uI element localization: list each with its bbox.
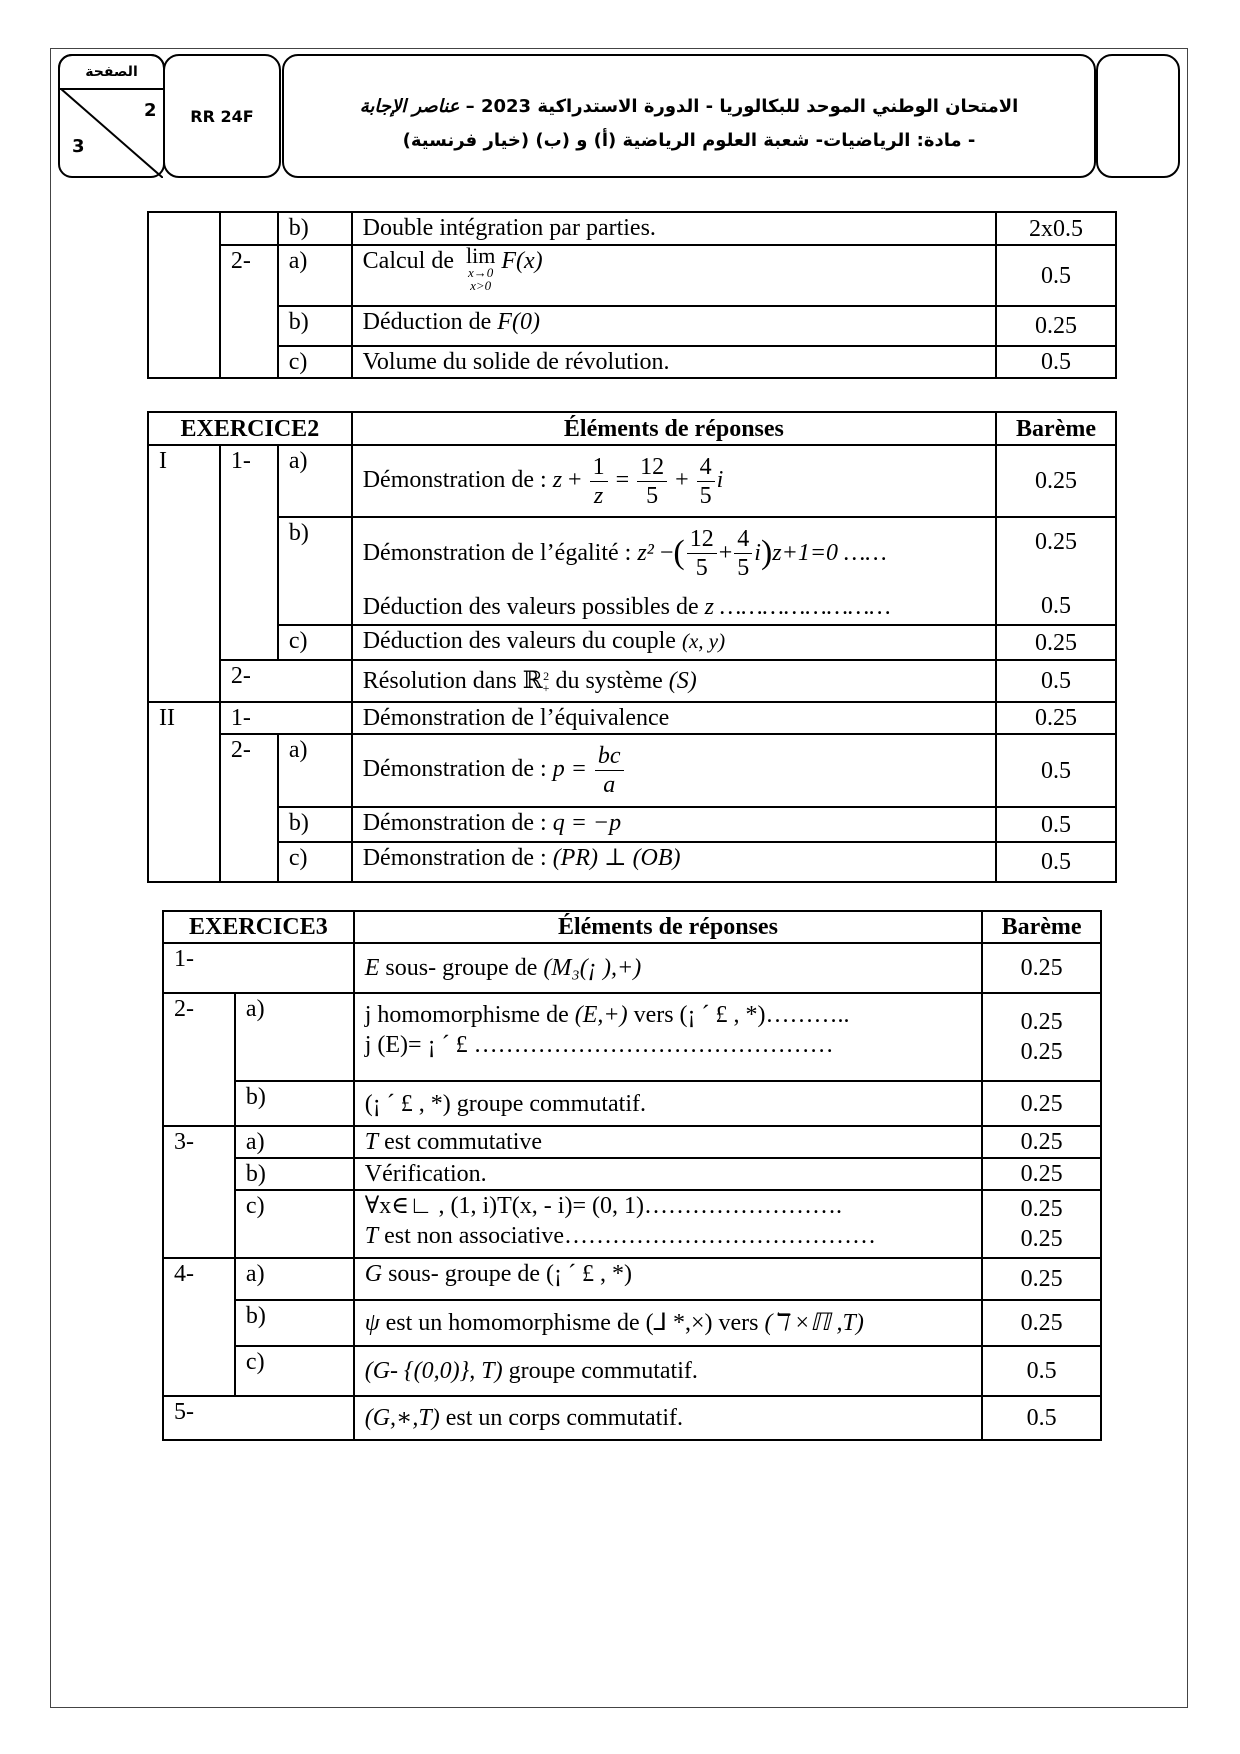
frac-num: 4	[697, 453, 715, 482]
element-text: Démonstration de :	[362, 810, 547, 836]
score-cell: 0.5	[996, 734, 1116, 807]
score-cell: 0.5	[982, 1346, 1101, 1396]
sub-cell: b)	[278, 517, 352, 625]
math-t: T	[364, 1223, 379, 1249]
element-cell	[354, 1396, 982, 1440]
element-cell: Double intégration par parties.	[352, 212, 996, 245]
counterexample-line: ∀x∈∟ , (1, i)T(x, - i)= (0, 1)…………………….	[364, 1193, 842, 1219]
table-row	[163, 993, 1101, 1081]
element-cell	[354, 1081, 982, 1126]
math-expr: F(0)	[497, 309, 540, 335]
paren: )	[760, 534, 773, 571]
table-header-row	[148, 412, 1116, 445]
element-text: Déduction de	[362, 309, 492, 335]
num-cell	[220, 212, 278, 245]
table-row	[163, 1258, 1101, 1300]
table-row	[163, 1126, 1101, 1158]
math-op: +	[675, 466, 689, 493]
num-cell: 5-	[163, 1396, 354, 1440]
sub-cell: b)	[235, 1300, 354, 1346]
math-psi: ψ	[364, 1310, 380, 1336]
element-cell	[352, 734, 996, 807]
math-phi: j	[364, 1002, 372, 1028]
paren: (	[673, 534, 685, 571]
math-expr: (G,∗,T)	[364, 1405, 440, 1431]
table-row	[163, 1396, 1101, 1440]
exam-code: RR 24F	[190, 106, 254, 126]
table-row	[163, 943, 1101, 993]
sub-cell: a)	[278, 445, 352, 517]
num-cell: 1-	[220, 702, 352, 734]
score-cell: 0.5	[996, 346, 1116, 378]
score-cell: 0.25	[982, 1081, 1101, 1126]
score-value: 0.5	[1041, 593, 1072, 619]
element-cell	[354, 1300, 982, 1346]
element-cell: Démonstration de l’équivalence	[352, 702, 996, 734]
table-row	[148, 445, 1116, 517]
element-cell	[354, 943, 982, 993]
math-i: i	[716, 466, 724, 493]
element-text: est un corps commutatif.	[445, 1405, 683, 1431]
element-cell	[352, 807, 996, 842]
element-cell	[354, 1126, 982, 1158]
element-text: Déduction des valeurs possibles de	[362, 594, 699, 620]
element-cell	[354, 993, 982, 1081]
sub-cell: a)	[235, 1258, 354, 1300]
frac-den: z	[593, 482, 604, 509]
num-cell: 2-	[163, 993, 235, 1126]
num-cell: 2-	[220, 660, 352, 702]
num-cell: 2-	[220, 245, 278, 378]
table-row	[148, 306, 1116, 346]
frac-num: 4	[734, 525, 752, 554]
math-expr: (x, y)	[681, 629, 726, 653]
element-text: vers	[718, 1310, 759, 1336]
part-cell	[148, 212, 220, 378]
table-row	[163, 1158, 1101, 1190]
sub-cell: b)	[278, 212, 352, 245]
math-expr: (ℸ ×ℿ ,T)	[764, 1310, 864, 1336]
element-text: du système	[555, 668, 663, 694]
score-value: 0.25	[1020, 1196, 1063, 1222]
table-row	[148, 346, 1116, 378]
frac-den: 5	[737, 554, 750, 581]
table-row	[163, 1081, 1101, 1126]
header-exercise: EXERCICE3	[163, 911, 354, 943]
score-cell	[996, 517, 1116, 625]
sub-cell: a)	[278, 245, 352, 306]
math-expr: q = −p	[552, 810, 622, 836]
math-expr: (PR) ⊥ (OB)	[552, 845, 681, 871]
score-value: 0.25	[1020, 1039, 1063, 1065]
element-cell	[352, 842, 996, 882]
fraction	[595, 742, 624, 799]
element-text: sous- groupe de	[385, 955, 538, 981]
math-e: E	[364, 955, 380, 981]
frac-num: 12	[687, 525, 717, 554]
sub-cell: c)	[278, 346, 352, 378]
element-cell	[352, 245, 996, 306]
table-row	[148, 734, 1116, 807]
score-cell: 0.5	[996, 807, 1116, 842]
fraction	[637, 453, 667, 510]
header-score: Barème	[982, 911, 1101, 943]
element-text: Déduction des valeurs du couple	[362, 628, 676, 654]
score-cell: 2x0.5	[996, 212, 1116, 245]
math-op: +	[568, 466, 582, 493]
score-cell: 0.25	[996, 445, 1116, 517]
sub-cell: b)	[278, 807, 352, 842]
element-text: vers	[633, 1002, 674, 1028]
frac-den: 5	[699, 482, 712, 509]
table-row	[148, 212, 1116, 245]
equality-line: Démonstration de l’égalité : z² − ( $\frac{12}{5}$ + $\frac{4}{5}$ i ) z+1=0 ……	[362, 525, 887, 581]
sub-cell: c)	[235, 1346, 354, 1396]
score-cell: 0.25	[982, 1126, 1101, 1158]
fraction	[687, 525, 717, 582]
page-number-box	[58, 54, 165, 178]
math-tail: z ……………………	[704, 594, 891, 620]
table-row	[148, 245, 1116, 306]
element-text: Résolution dans	[362, 668, 517, 694]
lim-text: lim	[465, 243, 496, 268]
math-op: +	[718, 540, 733, 566]
math-op: =	[615, 466, 630, 493]
title-highlight: عناصر الإجابة	[359, 96, 460, 117]
table-row	[163, 1190, 1101, 1258]
element-text: Calcul de	[362, 248, 454, 274]
element-text: est un homomorphisme de	[385, 1310, 640, 1336]
page-current: 2	[144, 100, 157, 121]
sub-cell: a)	[278, 734, 352, 807]
exam-title-box	[282, 54, 1096, 178]
element-text: homomorphisme de	[377, 1002, 569, 1028]
num-cell: 1-	[163, 943, 354, 993]
score-value: 0.25	[1020, 1226, 1063, 1252]
score-cell: 0.25	[996, 306, 1116, 346]
table-row	[148, 807, 1116, 842]
limit-notation	[465, 243, 496, 293]
score-cell: 0.25	[996, 702, 1116, 734]
score-value: 0.25	[1020, 1009, 1063, 1035]
table-header-row	[163, 911, 1101, 943]
num-cell: 1-	[220, 445, 278, 660]
element-cell: Vérification.	[354, 1158, 982, 1190]
math-z: z	[552, 466, 563, 493]
math-expr: (M₃(¡ ),+)	[543, 955, 642, 981]
element-cell	[352, 445, 996, 517]
table-row	[148, 660, 1116, 702]
sub-cell: b)	[235, 1081, 354, 1126]
math-set: ℝ	[522, 668, 543, 694]
num-cell: 2-	[220, 734, 278, 882]
element-text: est commutative	[384, 1129, 543, 1155]
element-cell	[352, 517, 996, 625]
element-text: Démonstration de l’égalité :	[362, 540, 632, 566]
frac-num: bc	[595, 742, 624, 771]
element-cell	[354, 1190, 982, 1258]
math-expr: (S)	[668, 668, 697, 694]
math-expr: (⅃ *,×)	[645, 1310, 713, 1336]
part-cell: II	[148, 702, 220, 882]
score-cell: 0.5	[996, 245, 1116, 306]
element-cell	[352, 660, 996, 702]
element-text: groupe commutatif.	[456, 1090, 646, 1117]
frac-den: a	[603, 772, 616, 798]
fraction	[590, 453, 608, 510]
blank-header-box	[1096, 54, 1180, 178]
exercise1-continuation-table	[147, 211, 1117, 379]
element-cell	[354, 1258, 982, 1300]
fraction	[734, 525, 752, 582]
sub-cell: a)	[235, 993, 354, 1081]
element-text: est non associative…………………………………	[384, 1223, 877, 1249]
header-score: Barème	[996, 412, 1116, 445]
sub-cell: b)	[235, 1158, 354, 1190]
score-cell: 0.25	[982, 1300, 1101, 1346]
element-cell	[352, 306, 996, 346]
exercise3-table	[162, 910, 1102, 1441]
element-text: Démonstration de :	[362, 756, 547, 783]
math-tail: z+1=0 ……	[772, 540, 887, 566]
lim-sub-2: x>0	[470, 278, 492, 293]
element-cell: Volume du solide de révolution.	[352, 346, 996, 378]
sub-cell: c)	[278, 625, 352, 660]
num-cell: 3-	[163, 1126, 235, 1258]
frac-num: 1	[590, 453, 608, 482]
score-cell: 0.25	[982, 943, 1101, 993]
math-expr: (G- {(0,0)}, T)	[364, 1358, 503, 1384]
sub-cell: b)	[278, 306, 352, 346]
score-cell: 0.5	[996, 660, 1116, 702]
part-cell: I	[148, 445, 220, 702]
element-cell	[352, 625, 996, 660]
table-row	[148, 702, 1116, 734]
math-expr: (E,+)	[574, 1002, 628, 1028]
frac-num: 12	[637, 453, 667, 482]
table-row	[163, 1346, 1101, 1396]
math-z2: z²	[637, 540, 654, 566]
math-expr: (¡ ´ £ , *)	[364, 1090, 451, 1117]
element-text: groupe commutatif.	[508, 1358, 698, 1384]
table-row	[148, 842, 1116, 882]
element-text: Démonstration de :	[362, 466, 547, 493]
math-expr: F(x)	[501, 248, 543, 274]
score-cell: 0.5	[996, 842, 1116, 882]
exercise2-table	[147, 411, 1117, 883]
page-label: الصفحة	[58, 54, 165, 90]
title-line-1-text: الامتحان الوطني الموحد للبكالوريا - الدورة الاستدراكية 2023 –	[465, 96, 1019, 117]
page-total: 3	[72, 136, 85, 157]
table-row	[163, 1300, 1101, 1346]
header-exercise: EXERCICE2	[148, 412, 352, 445]
deduction-line	[363, 588, 985, 622]
exam-code-box	[163, 54, 281, 178]
homomorphism-line	[365, 994, 971, 1030]
header-elements: Éléments de réponses	[352, 412, 996, 445]
math-g: G	[364, 1261, 383, 1287]
associativity-line	[365, 1221, 971, 1251]
score-cell: 0.25	[982, 1258, 1101, 1300]
score-value: 0.25	[1035, 529, 1078, 555]
score-cell	[982, 993, 1101, 1081]
element-cell	[354, 1346, 982, 1396]
math-expr: (¡ ´ £ , *)………..	[679, 1002, 850, 1028]
score-cell: 0.25	[996, 625, 1116, 660]
element-text: Démonstration de :	[362, 845, 547, 871]
set-sub: +	[542, 681, 550, 696]
title-line-1	[284, 90, 1094, 124]
table-row	[148, 517, 1116, 625]
score-cell	[982, 1190, 1101, 1258]
image-line: j (E)= ¡ ´ £ ………………………………………	[364, 1032, 834, 1058]
math-lhs: p =	[552, 756, 587, 783]
fraction	[697, 453, 715, 510]
sub-cell: c)	[278, 842, 352, 882]
math-expr: (¡ ´ £ , *)	[546, 1261, 633, 1287]
score-cell: 0.5	[982, 1396, 1101, 1440]
sub-cell: a)	[235, 1126, 354, 1158]
score-cell: 0.25	[982, 1158, 1101, 1190]
frac-den: 5	[695, 554, 708, 581]
table-row	[148, 625, 1116, 660]
header-elements: Éléments de réponses	[354, 911, 982, 943]
sub-cell: c)	[235, 1190, 354, 1258]
math-i: i	[754, 540, 761, 566]
math-t: T	[364, 1129, 379, 1155]
element-text: sous- groupe de	[388, 1261, 541, 1287]
title-line-2: - مادة: الرياضيات- شعبة العلوم الرياضية (أ) و (ب) (خيار فرنسية)	[402, 130, 976, 151]
lim-sub-1: x→0	[468, 265, 494, 280]
frac-den: 5	[646, 482, 659, 509]
set-sup: 2	[543, 669, 550, 684]
num-cell: 4-	[163, 1258, 235, 1396]
